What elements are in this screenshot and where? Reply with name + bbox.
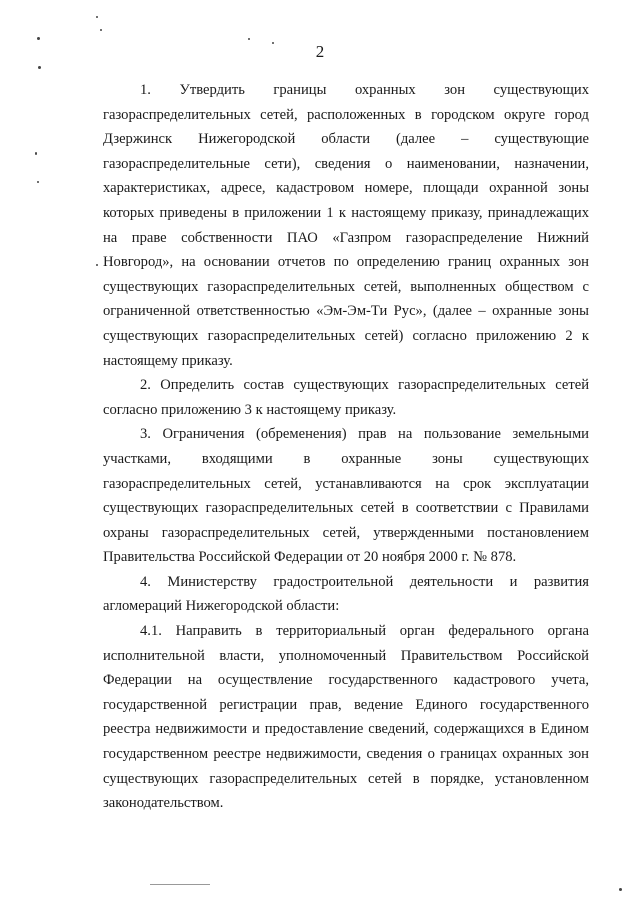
scan-speck bbox=[37, 37, 40, 40]
scan-speck bbox=[619, 888, 622, 891]
paragraph-1: 1. Утвердить границы охранных зон существующих газораспределительных сетей, расположенных в городском округе город Дзержинск Нижегородской области (далее – существующие газораспределительные сети), сведения о наименовании, назначении, характеристиках, адресе, кадастровом номере, площади охранной зоны которых приведены в приложении 1 к настоящему приказу, принадлежащих на праве собственности ПАО «Газпром газораспределение Нижний Новгород», на основании отчетов по определению границ охранных зон существующих газораспределительных сетей, выполненных обществом с ограниченной ответственностью «Эм-Эм-Ти Рус», (далее – охранные зоны существующих газораспределительных сетей) согласно приложению 2 к настоящему приказу. bbox=[103, 82, 589, 369]
scan-speck bbox=[35, 152, 37, 155]
scan-speck bbox=[96, 16, 98, 18]
scan-speck bbox=[96, 264, 98, 266]
scan-speck bbox=[272, 42, 274, 44]
scan-line bbox=[150, 884, 210, 885]
scan-speck bbox=[37, 181, 39, 183]
scan-speck bbox=[100, 29, 102, 31]
document-body bbox=[103, 78, 589, 816]
paragraph-3: 3. Ограничения (обременения) прав на пользование земельными участками, входящими в охранные зоны существующих газораспределительных сетей, устанавливаются на срок эксплуатации существующих газораспределительных сетей в соответствии с Правилами охраны газораспределительных сетей, утвержденными постановлением Правительства Российской Федерации от 20 ноября 2000 г. № 878. bbox=[103, 426, 589, 566]
page-number: 2 bbox=[315, 42, 325, 61]
paragraph-2: 2. Определить состав существующих газораспределительных сетей согласно приложению 3 к настоящему приказу. bbox=[103, 377, 589, 418]
scan-speck bbox=[248, 38, 250, 40]
scan-speck bbox=[38, 66, 41, 69]
paragraph-4: 4. Министерству градостроительной деятельности и развития агломераций Нижегородской области: bbox=[103, 573, 589, 615]
paragraph-4-1: 4.1. Направить в территориальный орган федерального органа исполнительной власти, уполномоченный Правительством Российской Федерации на осуществление государственного кадастрового учета, государственной регистрации прав, ведение Единого государственного реестра недвижимости и предоставление сведений, содержащихся в Едином государственном реестре недвижимости, сведения о границах охранных зон существующих газораспределительных сетей в порядке, установленном законодательством. bbox=[103, 623, 589, 812]
